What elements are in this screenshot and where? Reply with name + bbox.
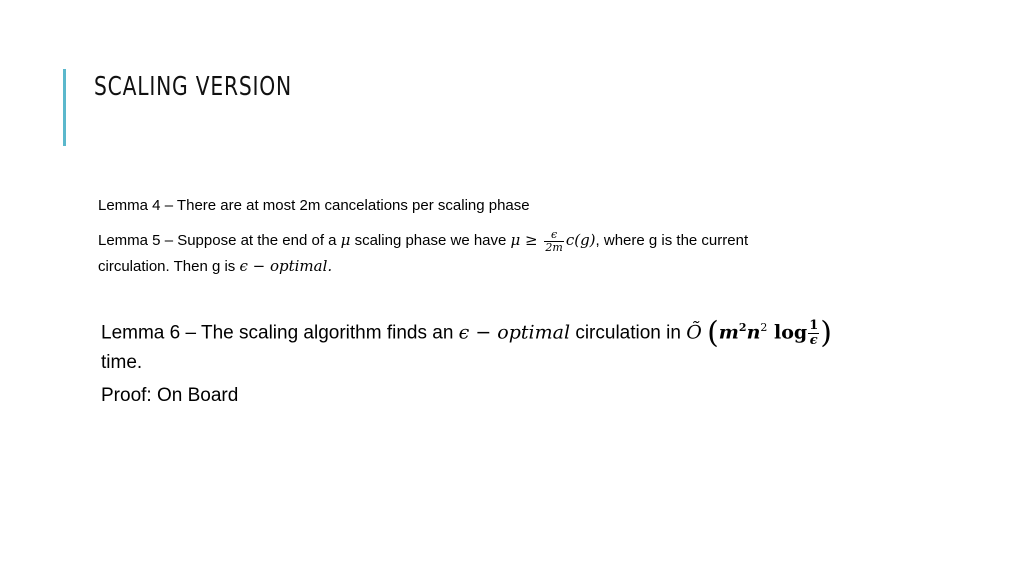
o-tilde: Õ xyxy=(686,321,702,344)
lemma-5-prefix: Lemma 5 – Suppose at the end of a xyxy=(98,232,341,249)
slide-title: SCALING VERSION xyxy=(94,72,292,102)
mu-symbol: μ xyxy=(340,231,351,249)
close-paren: ) xyxy=(820,315,832,351)
lemma-6-line2: time. xyxy=(101,352,143,374)
m-term: m xyxy=(718,321,739,344)
n-exponent: 2 xyxy=(760,321,768,334)
open-paren: ( xyxy=(707,315,719,351)
m-exponent: 2 xyxy=(738,321,747,334)
epsilon-over-2m-fraction xyxy=(544,229,563,254)
log-term: log xyxy=(767,321,808,344)
fraction-numerator: 1 xyxy=(809,317,819,333)
lemma-5-line2: circulation. Then g is xyxy=(98,257,240,275)
lemma-6 xyxy=(101,313,921,378)
lemma-5 xyxy=(98,228,878,279)
lemma-6-prefix: Lemma 6 – The scaling algorithm finds an xyxy=(101,322,459,344)
lemma-5-suffix: , where g is the current xyxy=(595,232,749,249)
fraction-denominator: ϵ xyxy=(809,332,818,348)
n-term: n xyxy=(746,321,761,344)
lemma-4: Lemma 4 – There are at most 2m cancelations per scaling phase xyxy=(98,197,530,214)
one-over-epsilon-fraction xyxy=(808,319,819,348)
proof-line: Proof: On Board xyxy=(101,385,239,406)
epsilon-optimal: ϵ − optimal xyxy=(458,321,571,344)
title-accent-bar xyxy=(63,69,66,146)
fraction-denominator: 2m xyxy=(545,240,563,254)
epsilon-optimal: ϵ − optimal. xyxy=(239,256,333,275)
lemma-5-middle: scaling phase we have xyxy=(350,232,511,249)
mu-geq: μ ≥ xyxy=(510,231,543,249)
cost-of-g: c(g) xyxy=(565,231,596,249)
lemma-6-middle: circulation in xyxy=(570,322,687,344)
fraction-numerator: ϵ xyxy=(544,229,563,242)
